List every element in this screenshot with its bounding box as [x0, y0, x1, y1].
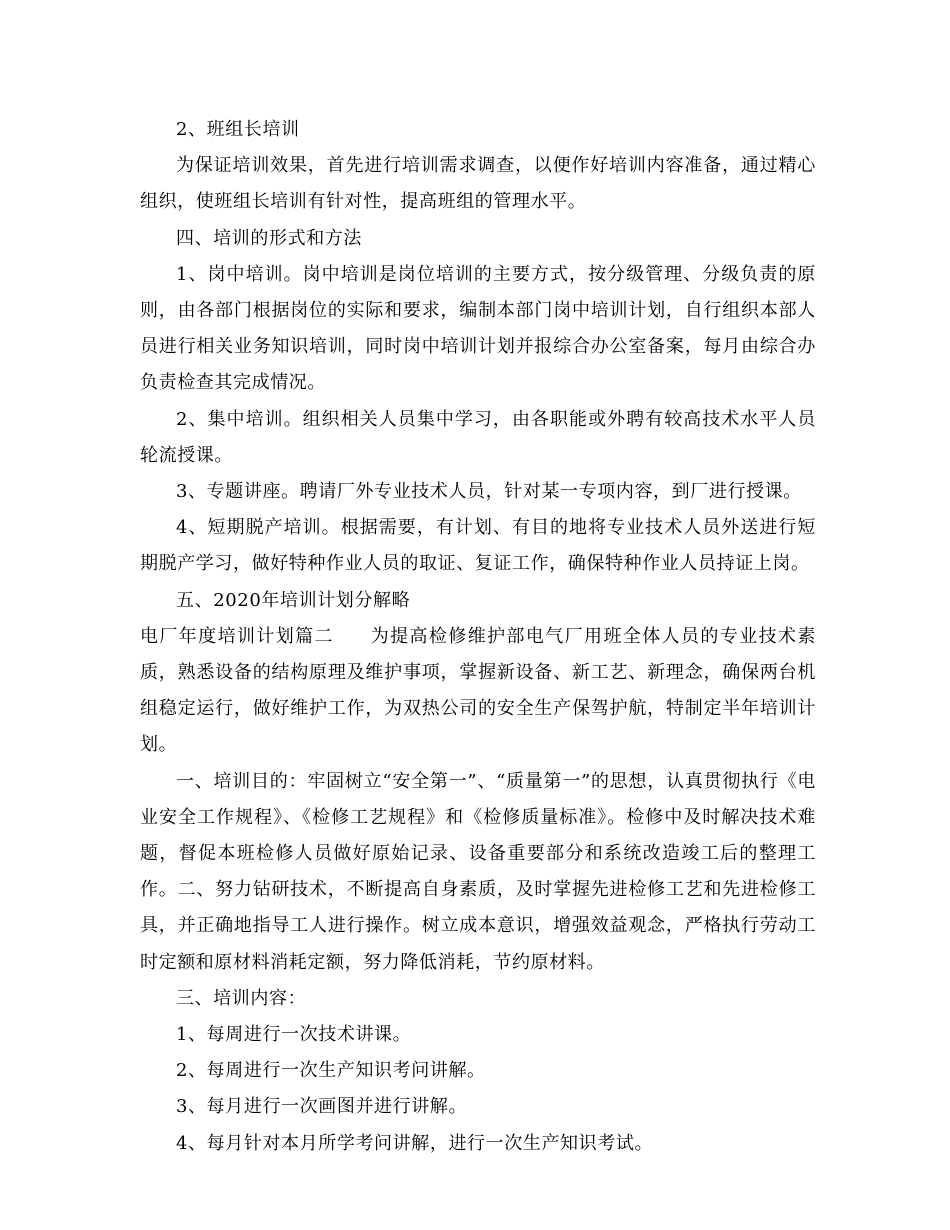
section-heading-3: 三、培训内容：	[176, 987, 307, 1009]
paragraph-4: 1、岗中培训。岗中培训是岗位培训的主要方式，按分级管理、分级负责的原则，由各部门根据岗位的实际和要求，编制本部门岗中培训计划，自行组织本部人员进行相关业务知识培训，同时岗中培训计划并报综合办公室备案，每月由综合办负责检查其完成情况。	[140, 263, 816, 394]
paragraph-2: 为保证培训效果，首先进行培训需求调查，以便作好培训内容准备，通过精心组织，使班组长培训有针对性，提高班组的管理水平。	[140, 155, 816, 213]
document-page	[140, 112, 816, 1162]
list-item-1: 1、每周进行一次技术讲课。	[176, 1024, 412, 1046]
paragraph-6: 3、专题讲座。聘请厂外专业技术人员，针对某一专项内容，到厂进行授课。	[176, 481, 802, 503]
section-heading-4: 四、培训的形式和方法	[176, 227, 362, 249]
paragraph-1: 2、班组长培训	[176, 119, 300, 140]
paragraph-7: 4、短期脱产培训。根据需要，有计划、有目的地将专业技术人员外送进行短期脱产学习，做好特种作业人员的取证、复证工作，确保特种作业人员持证上岗。	[140, 517, 816, 575]
list-item-3: 3、每月进行一次画图并进行讲解。	[176, 1096, 468, 1118]
paragraph-9	[140, 619, 816, 764]
paragraph-5: 2、集中培训。组织相关人员集中学习，由各职能或外聘有较高技术水平人员轮流授课。	[140, 408, 816, 466]
section-heading-5: 五、2020年培训计划分解略	[176, 589, 411, 611]
list-item-4: 4、每月针对本月所学考问讲解，进行一次生产知识考试。	[176, 1132, 654, 1154]
paragraph-9-text: 为提高检修维护部电气厂用班全体人员的专业技术素质，熟悉设备的结构原理及维护事项，掌握新设备、新工艺、新理念，确保两台机组稳定运行，做好维护工作，为双热公司的安全生产保驾护航，特制定半年培训计划。	[140, 625, 816, 756]
part-two-heading: 电厂年度培训计划篇二	[140, 625, 334, 647]
paragraph-10: 一、培训目的：牢固树立“安全第一”、“质量第一”的思想，认真贯彻执行《电业安全工作规程》、《检修工艺规程》和《检修质量标准》。检修中及时解决技术难题，督促本班检修人员做好原始记录、设备重要部分和系统改造竣工后的整理工作。二、努力钻研技术，不断提高自身素质，及时掌握先进检修工艺和先进检修工具，并正确地指导工人进行操作。树立成本意识，增强效益观念，严格执行劳动工时定额和原材料消耗定额，努力降低消耗，节约原材料。	[140, 770, 816, 973]
list-item-2: 2、每周进行一次生产知识考问讲解。	[176, 1060, 486, 1082]
